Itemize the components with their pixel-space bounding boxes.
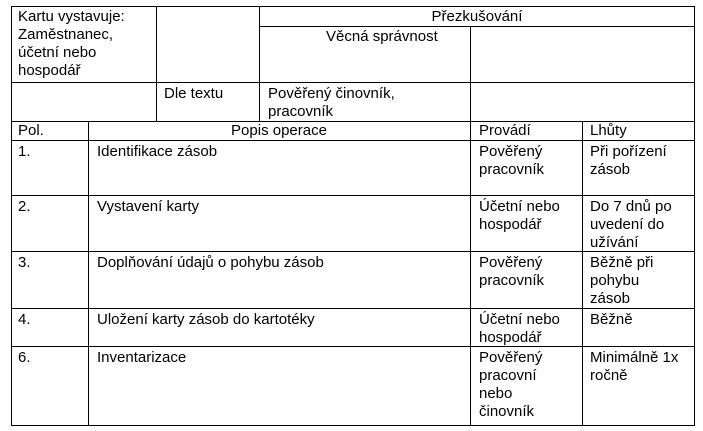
column-header-pol: Pol. [18, 122, 44, 139]
row-description: Identifikace zásob [97, 143, 218, 160]
row-deadline: Běžně [590, 311, 633, 328]
row-description: Vystavení karty [97, 198, 199, 215]
row-deadline: Do 7 dnů po [590, 198, 672, 215]
row-deadline: Běžně při [590, 254, 654, 271]
rule [11, 140, 695, 141]
delegate-line: Pověřený činovník, [268, 85, 395, 102]
rule [11, 82, 695, 83]
row-number: 2. [18, 198, 31, 215]
row-deadline: uvedení do [590, 216, 665, 233]
rule [156, 6, 157, 122]
column-header-performed-by: Provádí [479, 122, 531, 139]
issuer-line: účetní nebo [18, 44, 97, 61]
row-performed-by: pracovník [479, 161, 545, 178]
rule [582, 121, 583, 426]
row-performed-by: činovník [479, 403, 535, 420]
row-number: 4. [18, 311, 31, 328]
row-deadline: zásob [590, 161, 631, 178]
rule [88, 121, 89, 426]
row-performed-by: Pověřený [479, 349, 543, 366]
row-number: 3. [18, 254, 31, 271]
rule [470, 121, 471, 426]
column-header-description: Popis operace [231, 122, 327, 139]
by-text-label: Dle textu [164, 85, 224, 102]
row-performed-by: Pověřený [479, 254, 543, 271]
rule [11, 308, 695, 309]
row-performed-by: Účetní nebo [479, 311, 560, 328]
row-deadline: ročně [590, 367, 628, 384]
row-deadline: pohybu [590, 272, 640, 289]
row-performed-by: nebo [479, 385, 513, 402]
row-performed-by: Pověřený [479, 143, 543, 160]
rule [11, 6, 12, 426]
row-description: Uložení karty zásob do kartotéky [97, 311, 315, 328]
rule [470, 26, 471, 122]
row-deadline: užívání [590, 234, 639, 251]
rule [694, 6, 695, 426]
row-number: 6. [18, 349, 31, 366]
row-performed-by: pracovník [479, 272, 545, 289]
rule [11, 6, 695, 7]
row-deadline: zásob [590, 290, 631, 307]
rule [11, 346, 695, 347]
review-title: Přezkušování [431, 8, 523, 25]
issuer-line: hospodář [18, 62, 81, 79]
row-description: Doplňování údajů o pohybu zásob [97, 254, 324, 271]
row-performed-by: hospodář [479, 216, 542, 233]
row-performed-by: Účetní nebo [479, 198, 560, 215]
rule [11, 195, 695, 196]
row-performed-by: pracovní [479, 367, 537, 384]
row-performed-by: hospodář [479, 329, 542, 346]
issuer-label: Kartu vystavuje: [18, 8, 125, 25]
rule [11, 425, 695, 426]
row-deadline: Minimálně 1x [590, 349, 679, 366]
row-deadline: Při pořízení [590, 143, 667, 160]
delegate-line: pracovník [268, 103, 334, 120]
row-number: 1. [18, 143, 31, 160]
row-description: Inventarizace [97, 349, 187, 366]
rule [259, 26, 695, 27]
factual-correctness-label: Věcná správnost [326, 28, 438, 45]
issuer-line: Zaměstnanec, [18, 26, 114, 43]
column-header-deadlines: Lhůty [590, 122, 627, 139]
